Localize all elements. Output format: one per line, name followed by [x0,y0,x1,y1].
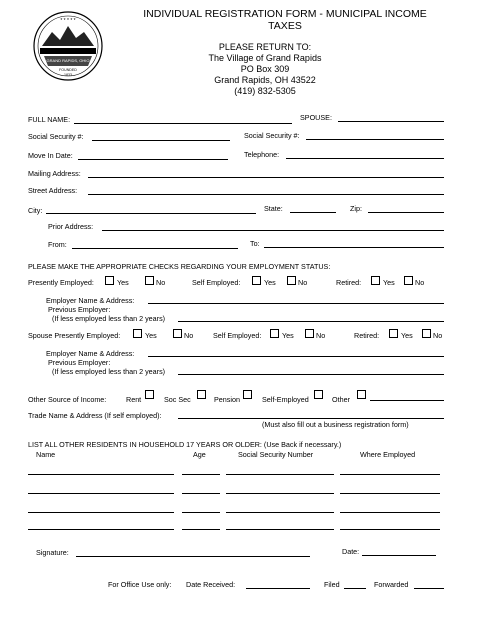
self-employed-income-label: Self-Employed [262,395,309,404]
from-label: From: [48,240,67,249]
resident-name-field[interactable] [28,512,174,513]
yes-label: Yes [282,331,294,340]
full-name-label: FULL NAME: [28,115,71,124]
spouse-retired-yes-checkbox[interactable] [389,329,398,338]
zip-label: Zip: [350,204,362,213]
presently-employed-yes-checkbox[interactable] [105,276,114,285]
pension-label: Pension [214,395,240,404]
trade-name-field[interactable] [178,418,444,419]
spouse-previous-employer-field[interactable] [178,374,444,375]
spouse-presently-employed-label: Spouse Presently Employed: [28,331,121,340]
business-registration-note: (Must also fill out a business registration form) [262,420,409,429]
resident-age-field[interactable] [182,474,220,475]
resident-name-field[interactable] [28,529,174,530]
resident-ssn-field[interactable] [226,474,334,475]
other-label: Other [332,395,350,404]
svg-text:1833: 1833 [64,73,72,77]
employer-name-field[interactable] [148,303,444,304]
spouse-retired-no-checkbox[interactable] [422,329,431,338]
spouse-employer-name-field[interactable] [148,356,444,357]
yes-label: Yes [264,278,276,287]
pension-checkbox[interactable] [243,390,252,399]
date-received-field[interactable] [246,588,310,589]
spouse-ssn-label: Social Security #: [244,131,300,140]
ssn-field[interactable] [92,140,230,141]
ssn-label: Social Security #: [28,132,84,141]
other-income-label: Other Source of Income: [28,395,107,404]
street-address-label: Street Address: [28,186,78,195]
self-employed-label: Self Employed: [192,278,241,287]
address-line2: PO Box 309 [240,64,290,74]
self-employed-yes-checkbox[interactable] [252,276,261,285]
spouse-employer-name-label: Employer Name & Address: [46,349,135,358]
col-name-header: Name [36,450,56,459]
spouse-employed-yes-checkbox[interactable] [133,329,142,338]
move-in-date-label: Move In Date: [28,151,73,160]
retired-label: Retired: [336,278,362,287]
spouse-previous-employer-note: (If less employed less than 2 years) [52,367,166,376]
prior-address-label: Prior Address: [48,222,94,231]
spouse-self-employed-label: Self Employed: [213,331,262,340]
trade-name-label: Trade Name & Address (If self employed): [28,411,162,420]
no-label: No [184,331,194,340]
filed-label: Filed [324,580,340,589]
rent-checkbox[interactable] [145,390,154,399]
col-ssn-header: Social Security Number [238,450,314,459]
spouse-field[interactable] [338,121,444,122]
previous-employer-label: Previous Employer: [48,305,111,314]
street-address-field[interactable] [88,194,444,195]
resident-age-field[interactable] [182,529,220,530]
self-employed-income-checkbox[interactable] [314,390,323,399]
no-label: No [415,278,425,287]
self-employed-no-checkbox[interactable] [287,276,296,285]
mailing-address-field[interactable] [88,177,444,178]
city-label: City: [28,206,43,215]
move-in-date-field[interactable] [78,159,228,160]
prior-address-field[interactable] [102,230,444,231]
col-age-header: Age [193,450,206,459]
yes-label: Yes [117,278,129,287]
resident-age-field[interactable] [182,493,220,494]
phone-number: (419) 832-5305 [234,86,296,96]
svg-text:FOUNDED: FOUNDED [59,68,77,72]
mailing-address-label: Mailing Address: [28,169,81,178]
resident-ssn-field[interactable] [226,529,334,530]
resident-age-field[interactable] [182,512,220,513]
to-field[interactable] [264,247,444,248]
presently-employed-no-checkbox[interactable] [145,276,154,285]
spouse-previous-employer-label: Previous Employer: [48,358,111,367]
city-field[interactable] [46,213,256,214]
spouse-self-no-checkbox[interactable] [305,329,314,338]
signature-label: Signature: [36,548,69,557]
retired-yes-checkbox[interactable] [371,276,380,285]
forwarded-label: Forwarded [374,580,409,589]
yes-label: Yes [145,331,157,340]
resident-ssn-field[interactable] [226,493,334,494]
village-seal-image [32,10,104,82]
from-field[interactable] [72,248,238,249]
telephone-label: Telephone: [244,150,280,159]
no-label: No [433,331,443,340]
address-line3: Grand Rapids, OH 43522 [214,75,316,85]
employment-instruction: PLEASE MAKE THE APPROPRIATE CHECKS REGARDING YOUR EMPLOYMENT STATUS: [28,262,331,271]
filed-field[interactable] [344,588,366,589]
state-label: State: [264,204,283,213]
no-label: No [156,278,166,287]
resident-ssn-field[interactable] [226,512,334,513]
zip-field[interactable] [368,212,444,213]
spouse-employed-no-checkbox[interactable] [173,329,182,338]
svg-text:GRAND RAPIDS, OHIO: GRAND RAPIDS, OHIO [46,58,90,63]
retired-no-checkbox[interactable] [404,276,413,285]
soc-sec-label: Soc Sec [164,395,191,404]
yes-label: Yes [383,278,395,287]
col-employed-header: Where Employed [360,450,416,459]
employer-name-label: Employer Name & Address: [46,296,135,305]
office-use-label: For Office Use only: [108,580,172,589]
return-to-label: PLEASE RETURN TO: [218,42,312,52]
resident-employer-field[interactable] [340,512,440,513]
rent-label: Rent [126,395,142,404]
spouse-label: SPOUSE: [300,113,332,122]
presently-employed-label: Presently Employed: [28,278,94,287]
form-title-line2: TAXES [268,20,302,32]
yes-label: Yes [401,331,413,340]
to-label: To: [250,239,260,248]
previous-employer-note: (If less employed less than 2 years) [52,314,166,323]
spouse-retired-label: Retired: [354,331,380,340]
date-label: Date: [342,547,360,556]
resident-employer-field[interactable] [340,529,440,530]
resident-name-field[interactable] [28,493,174,494]
residents-instruction: LIST ALL OTHER RESIDENTS IN HOUSEHOLD 17 YEARS OR OLDER: (Use Back if necessary.) [28,440,342,449]
other-checkbox[interactable] [357,390,366,399]
other-income-field[interactable] [370,400,444,401]
forwarded-field[interactable] [414,588,444,589]
date-received-label: Date Received: [186,580,236,589]
previous-employer-field[interactable] [178,321,444,322]
resident-name-field[interactable] [28,474,174,475]
address-line1: The Village of Grand Rapids [208,53,322,63]
telephone-field[interactable] [286,158,444,159]
soc-sec-checkbox[interactable] [197,390,206,399]
form-title-line1: INDIVIDUAL REGISTRATION FORM - MUNICIPAL INCOME [143,8,427,20]
spouse-ssn-field[interactable] [306,139,444,140]
resident-employer-field[interactable] [340,493,440,494]
state-field[interactable] [290,212,336,213]
signature-field[interactable] [76,556,310,557]
full-name-field[interactable] [74,123,292,124]
spouse-self-yes-checkbox[interactable] [270,329,279,338]
svg-text:* * * * *: * * * * * [60,18,76,24]
date-field[interactable] [362,555,436,556]
no-label: No [298,278,308,287]
resident-employer-field[interactable] [340,474,440,475]
no-label: No [316,331,326,340]
